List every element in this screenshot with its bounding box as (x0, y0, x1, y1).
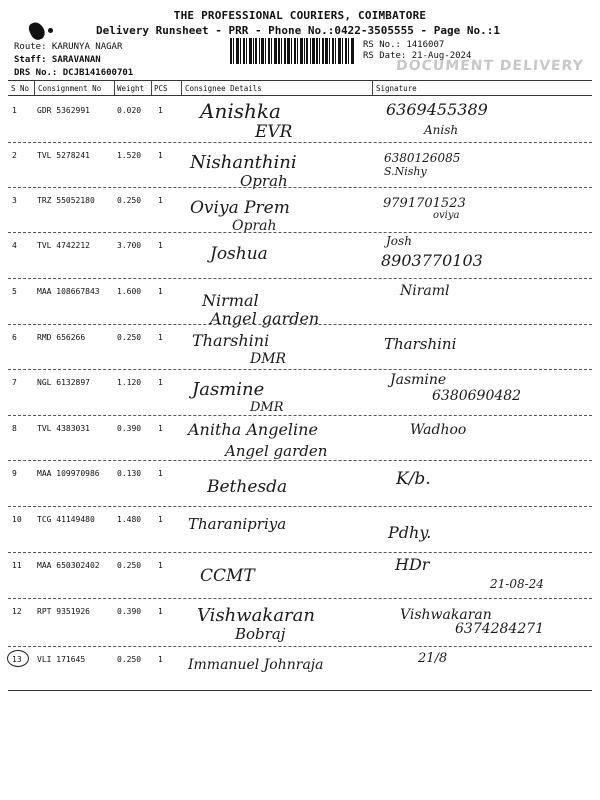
table-row (0, 555, 600, 607)
column-divider (114, 80, 115, 95)
consignee-name: Nirmal (202, 291, 259, 310)
column-divider (34, 80, 35, 95)
cell-consignment: GDR 5362991 (37, 106, 90, 115)
table-row (0, 651, 600, 701)
cell-pcs: 1 (158, 607, 163, 616)
cell-weight: 0.130 (117, 469, 142, 478)
table-top-rule (8, 80, 592, 81)
document-delivery-stamp: DOCUMENT DELIVERY (395, 58, 585, 74)
cell-weight: 0.250 (117, 196, 142, 205)
consignee-name: Tharshini (192, 331, 270, 350)
row-divider (8, 598, 592, 599)
signature-text: Jasmine (390, 372, 447, 388)
cell-pcs: 1 (158, 151, 163, 160)
ink-mark (27, 20, 47, 42)
table-row (0, 515, 600, 561)
consignee-location: Oprah (240, 172, 288, 190)
cell-sno: 12 (12, 607, 22, 616)
consignee-name: Anitha Angeline (188, 420, 318, 439)
consignee-name: CCMT (200, 566, 255, 586)
consignee-name: Jasmine (192, 379, 265, 400)
signature-note: 21-08-24 (490, 577, 544, 591)
row-divider (8, 278, 592, 279)
row-divider (8, 324, 592, 325)
cell-consignment: MAA 108667843 (37, 287, 100, 296)
consignee-name: Tharanipriya (188, 515, 287, 533)
signature-note: 6380690482 (432, 388, 522, 404)
cell-sno: 11 (12, 561, 22, 570)
cell-consignment: TRZ 55052180 (37, 196, 95, 205)
consignee-location: Oprah (232, 218, 277, 234)
table-row (0, 234, 600, 287)
column-header-pcs: PCS (154, 84, 168, 93)
consignee-name: Anishka (200, 99, 281, 123)
column-header-consignee: Consignee Details (185, 84, 262, 93)
cell-sno: 3 (12, 196, 17, 205)
barcode-image (230, 38, 355, 64)
route: Route: KARUNYA NAGAR (14, 42, 123, 52)
cell-weight: 1.520 (117, 151, 142, 160)
cell-sno: 1 (12, 106, 17, 115)
cell-consignment: MAA 109970986 (37, 469, 100, 478)
consignee-location: Angel garden (210, 309, 320, 328)
row-divider (8, 646, 592, 647)
signature-text: 6380126085 (384, 151, 461, 165)
consignee-name: Vishwakaran (197, 605, 315, 626)
cell-pcs: 1 (158, 287, 163, 296)
signature-text: 6369455389 (386, 100, 488, 119)
column-divider (372, 80, 373, 95)
table-row (0, 283, 600, 333)
cell-sno: 5 (12, 287, 17, 296)
signature-text: Wadhoo (410, 422, 467, 438)
cell-consignment: NGL 6132897 (37, 378, 90, 387)
consignee-location: DMR (250, 400, 284, 415)
cell-weight: 0.250 (117, 333, 142, 342)
signature-note: 8903770103 (381, 251, 483, 270)
consignee-name: Nishanthini (190, 152, 297, 173)
cell-weight: 1.120 (117, 378, 142, 387)
cell-consignment: MAA 650302402 (37, 561, 100, 570)
cell-pcs: 1 (158, 561, 163, 570)
signature-text: Pdhy. (388, 523, 432, 542)
cell-consignment: TVL 4383031 (37, 424, 90, 433)
cell-weight: 0.250 (117, 561, 142, 570)
cell-pcs: 1 (158, 106, 163, 115)
cell-sno: 8 (12, 424, 17, 433)
row-divider (8, 232, 592, 233)
cell-sno: 7 (12, 378, 17, 387)
consignee-name: Immanuel Johnraja (188, 657, 324, 673)
row-divider (8, 142, 592, 143)
consignee-name: Joshua (210, 244, 268, 264)
table-row (0, 99, 600, 152)
cell-weight: 0.390 (117, 424, 142, 433)
row-divider (8, 460, 592, 461)
cell-weight: 3.700 (117, 241, 142, 250)
cell-weight: 0.390 (117, 607, 142, 616)
signature-text: K/b. (396, 469, 431, 489)
row-divider (8, 369, 592, 370)
column-divider (151, 80, 152, 95)
cell-pcs: 1 (158, 515, 163, 524)
cell-weight: 1.480 (117, 515, 142, 524)
row-divider (8, 415, 592, 416)
cell-pcs: 1 (158, 378, 163, 387)
cell-sno: 6 (12, 333, 17, 342)
column-header-signature: Signature (376, 84, 417, 93)
table-bottom-rule (8, 690, 592, 691)
cell-sno: 9 (12, 469, 17, 478)
table-row (0, 469, 600, 515)
cell-pcs: 1 (158, 655, 163, 664)
cell-consignment: RMD 656266 (37, 333, 86, 342)
runsheet-title: Delivery Runsheet - PRR - Phone No.:0422-3505555 - Page No.:1 (96, 24, 500, 37)
signature-text: 21/8 (418, 651, 448, 666)
signature-text: Josh (386, 234, 412, 248)
table-row (0, 420, 600, 470)
table-row (0, 151, 600, 197)
signature-text: 9791701523 (383, 196, 466, 211)
table-row (0, 196, 600, 242)
consignee-location: EVR (255, 122, 293, 142)
column-header-consignment: Consignment No (38, 84, 102, 93)
column-header-sno: S No (11, 84, 30, 93)
cell-pcs: 1 (158, 196, 163, 205)
cell-weight: 1.600 (117, 287, 142, 296)
column-divider (181, 80, 182, 95)
cell-sno: 10 (12, 515, 22, 524)
drs-number: DRS No.: DCJB141600701 (14, 68, 134, 78)
signature-note: Anish (424, 123, 459, 137)
signature-note: oviya (433, 210, 460, 221)
staff: Staff: SARAVANAN (14, 55, 101, 65)
table-row (0, 333, 600, 379)
rs-number: RS No.: 1416007 (363, 40, 445, 50)
cell-sno: 13 (12, 655, 22, 664)
ink-dot (48, 28, 53, 33)
consignee-name: Bethesda (207, 477, 288, 497)
row-circle-mark (7, 650, 29, 667)
cell-weight: 0.250 (117, 655, 142, 664)
column-header-weight: Weight (117, 84, 145, 93)
signature-note: 6374284271 (455, 621, 545, 637)
cell-consignment: TVL 5278241 (37, 151, 90, 160)
signature-text: HDr (395, 555, 430, 574)
row-divider (8, 552, 592, 553)
signature-note: S.Nishy (384, 165, 427, 178)
rs-date: RS Date: 21-Aug-2024 (363, 51, 472, 61)
company-title: THE PROFESSIONAL COURIERS, COIMBATORE (173, 9, 427, 22)
cell-sno: 2 (12, 151, 17, 160)
row-divider (8, 187, 592, 188)
cell-weight: 0.020 (117, 106, 142, 115)
table-row (0, 372, 600, 424)
cell-sno: 4 (12, 241, 17, 250)
signature-text: Tharshini (384, 335, 457, 353)
consignee-name: Oviya Prem (190, 198, 290, 218)
consignee-location: Bobraj (235, 625, 286, 643)
cell-pcs: 1 (158, 424, 163, 433)
cell-consignment: RPT 9351926 (37, 607, 90, 616)
cell-pcs: 1 (158, 469, 163, 478)
cell-pcs: 1 (158, 333, 163, 342)
signature-text: Vishwakaran (400, 607, 492, 623)
consignee-location: DMR (250, 351, 287, 367)
cell-consignment: VLI 171645 (37, 655, 86, 664)
signature-text: Niraml (400, 283, 450, 299)
cell-pcs: 1 (158, 241, 163, 250)
cell-consignment: TVL 4742212 (37, 241, 90, 250)
consignee-location: Angel garden (225, 442, 328, 460)
row-divider (8, 506, 592, 507)
cell-consignment: TCG 41149480 (37, 515, 95, 524)
table-header-rule (8, 95, 592, 96)
